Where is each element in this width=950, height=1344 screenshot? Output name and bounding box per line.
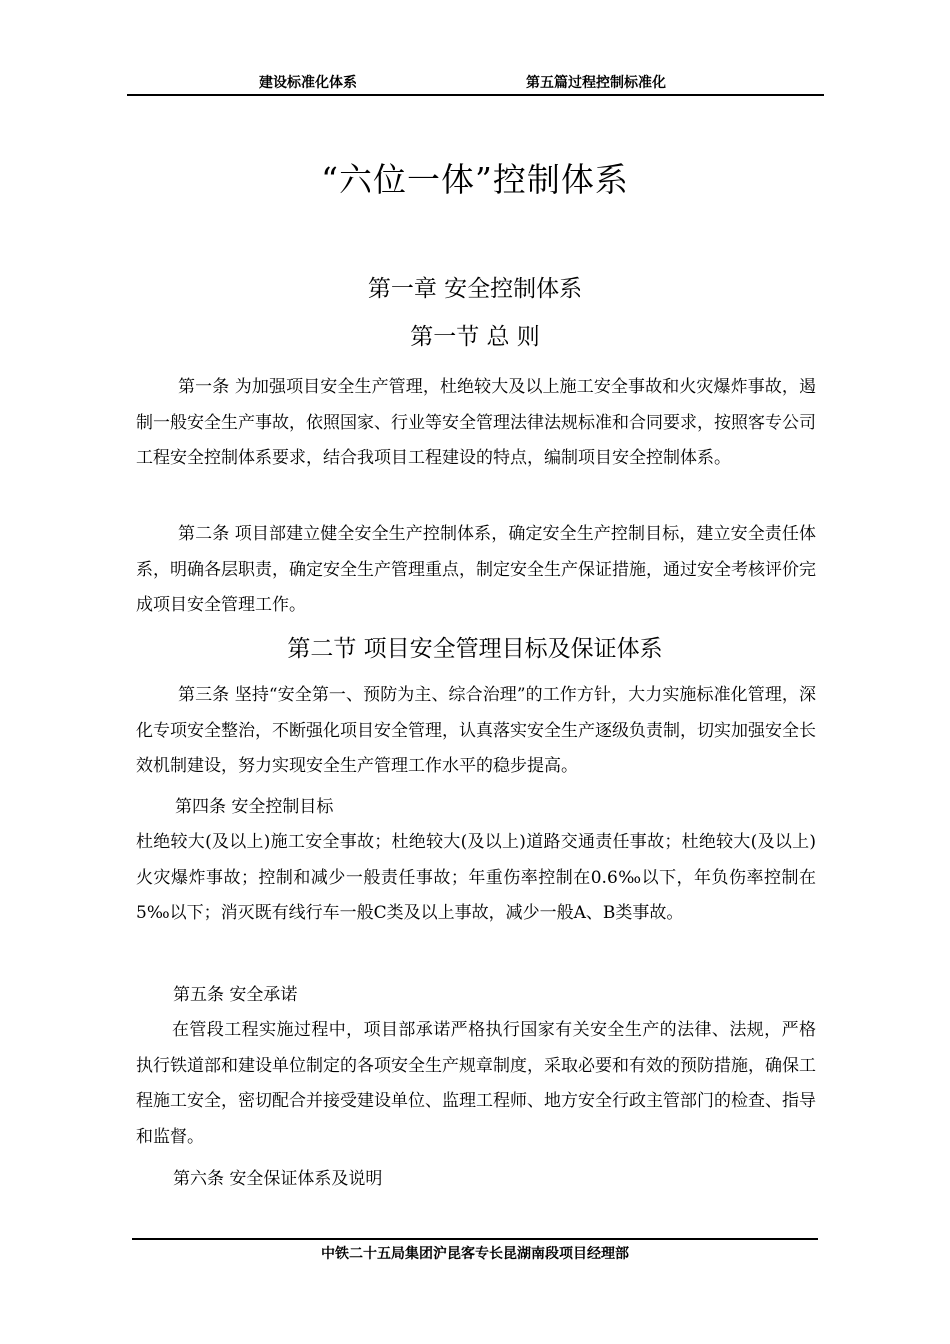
article-3: 第三条 坚持“安全第一、预防为主、综合治理”的工作方针，大力实施标准化管理，深化专项安全整治，不断强化项目安全管理，认真落实安全生产逐级负责制，切实加强安全长效机制建设，努力实现安全生产管理工作水平的稳步提高。	[136, 685, 816, 776]
article-4-body: 杜绝较大(及以上)施工安全事故；杜绝较大(及以上)道路交通责任事故；杜绝较大(及以上)火灾爆炸事故；控制和减少一般责任事故；年重伤率控制在0.6‰以下，年负伤率控制在5‰以下；消灭既有线行车一般C类及以上事故，减少一般A、B类事故。	[136, 832, 816, 923]
document-title: “六位一体”控制体系	[321, 160, 629, 199]
header-right-text: 第五篇过程控制标准化	[526, 75, 666, 91]
chapter-title: 第一章 安全控制体系	[367, 276, 583, 302]
article-6-title: 第六条 安全保证体系及说明	[173, 1169, 383, 1189]
article-1: 第一条 为加强项目安全生产管理，杜绝较大及以上施工安全事故和火灾爆炸事故，遏制一般安全生产事故，依照国家、行业等安全管理法律法规标准和合同要求，按照客专公司工程安全控制体系要求，结合我项目工程建设的特点，编制项目安全控制体系。	[136, 377, 816, 468]
section-title-general: 第一节 总 则	[410, 324, 540, 350]
section-title-safety-goals: 第二节 项目安全管理目标及保证体系	[287, 636, 663, 662]
page-header	[127, 72, 824, 96]
article-4-title: 第四条 安全控制目标	[175, 797, 334, 817]
header-left-text: 建设标准化体系	[259, 75, 357, 91]
page-footer	[132, 1238, 818, 1263]
footer-text: 中铁二十五局集团沪昆客专长昆湖南段项目经理部	[321, 1246, 629, 1262]
article-2: 第二条 项目部建立健全安全生产控制体系，确定安全生产控制目标，建立安全责任体系，明确各层职责，确定安全生产管理重点，制定安全生产保证措施，通过安全考核评价完成项目安全管理工作。	[136, 524, 816, 615]
article-5-body: 在管段工程实施过程中，项目部承诺严格执行国家有关安全生产的法律、法规，严格执行铁道部和建设单位制定的各项安全生产规章制度，采取必要和有效的预防措施，确保工程施工安全，密切配合并接受建设单位、监理工程师、地方安全行政主管部门的检查、指导和监督。	[136, 1020, 816, 1147]
article-5-title: 第五条 安全承诺	[173, 985, 298, 1005]
